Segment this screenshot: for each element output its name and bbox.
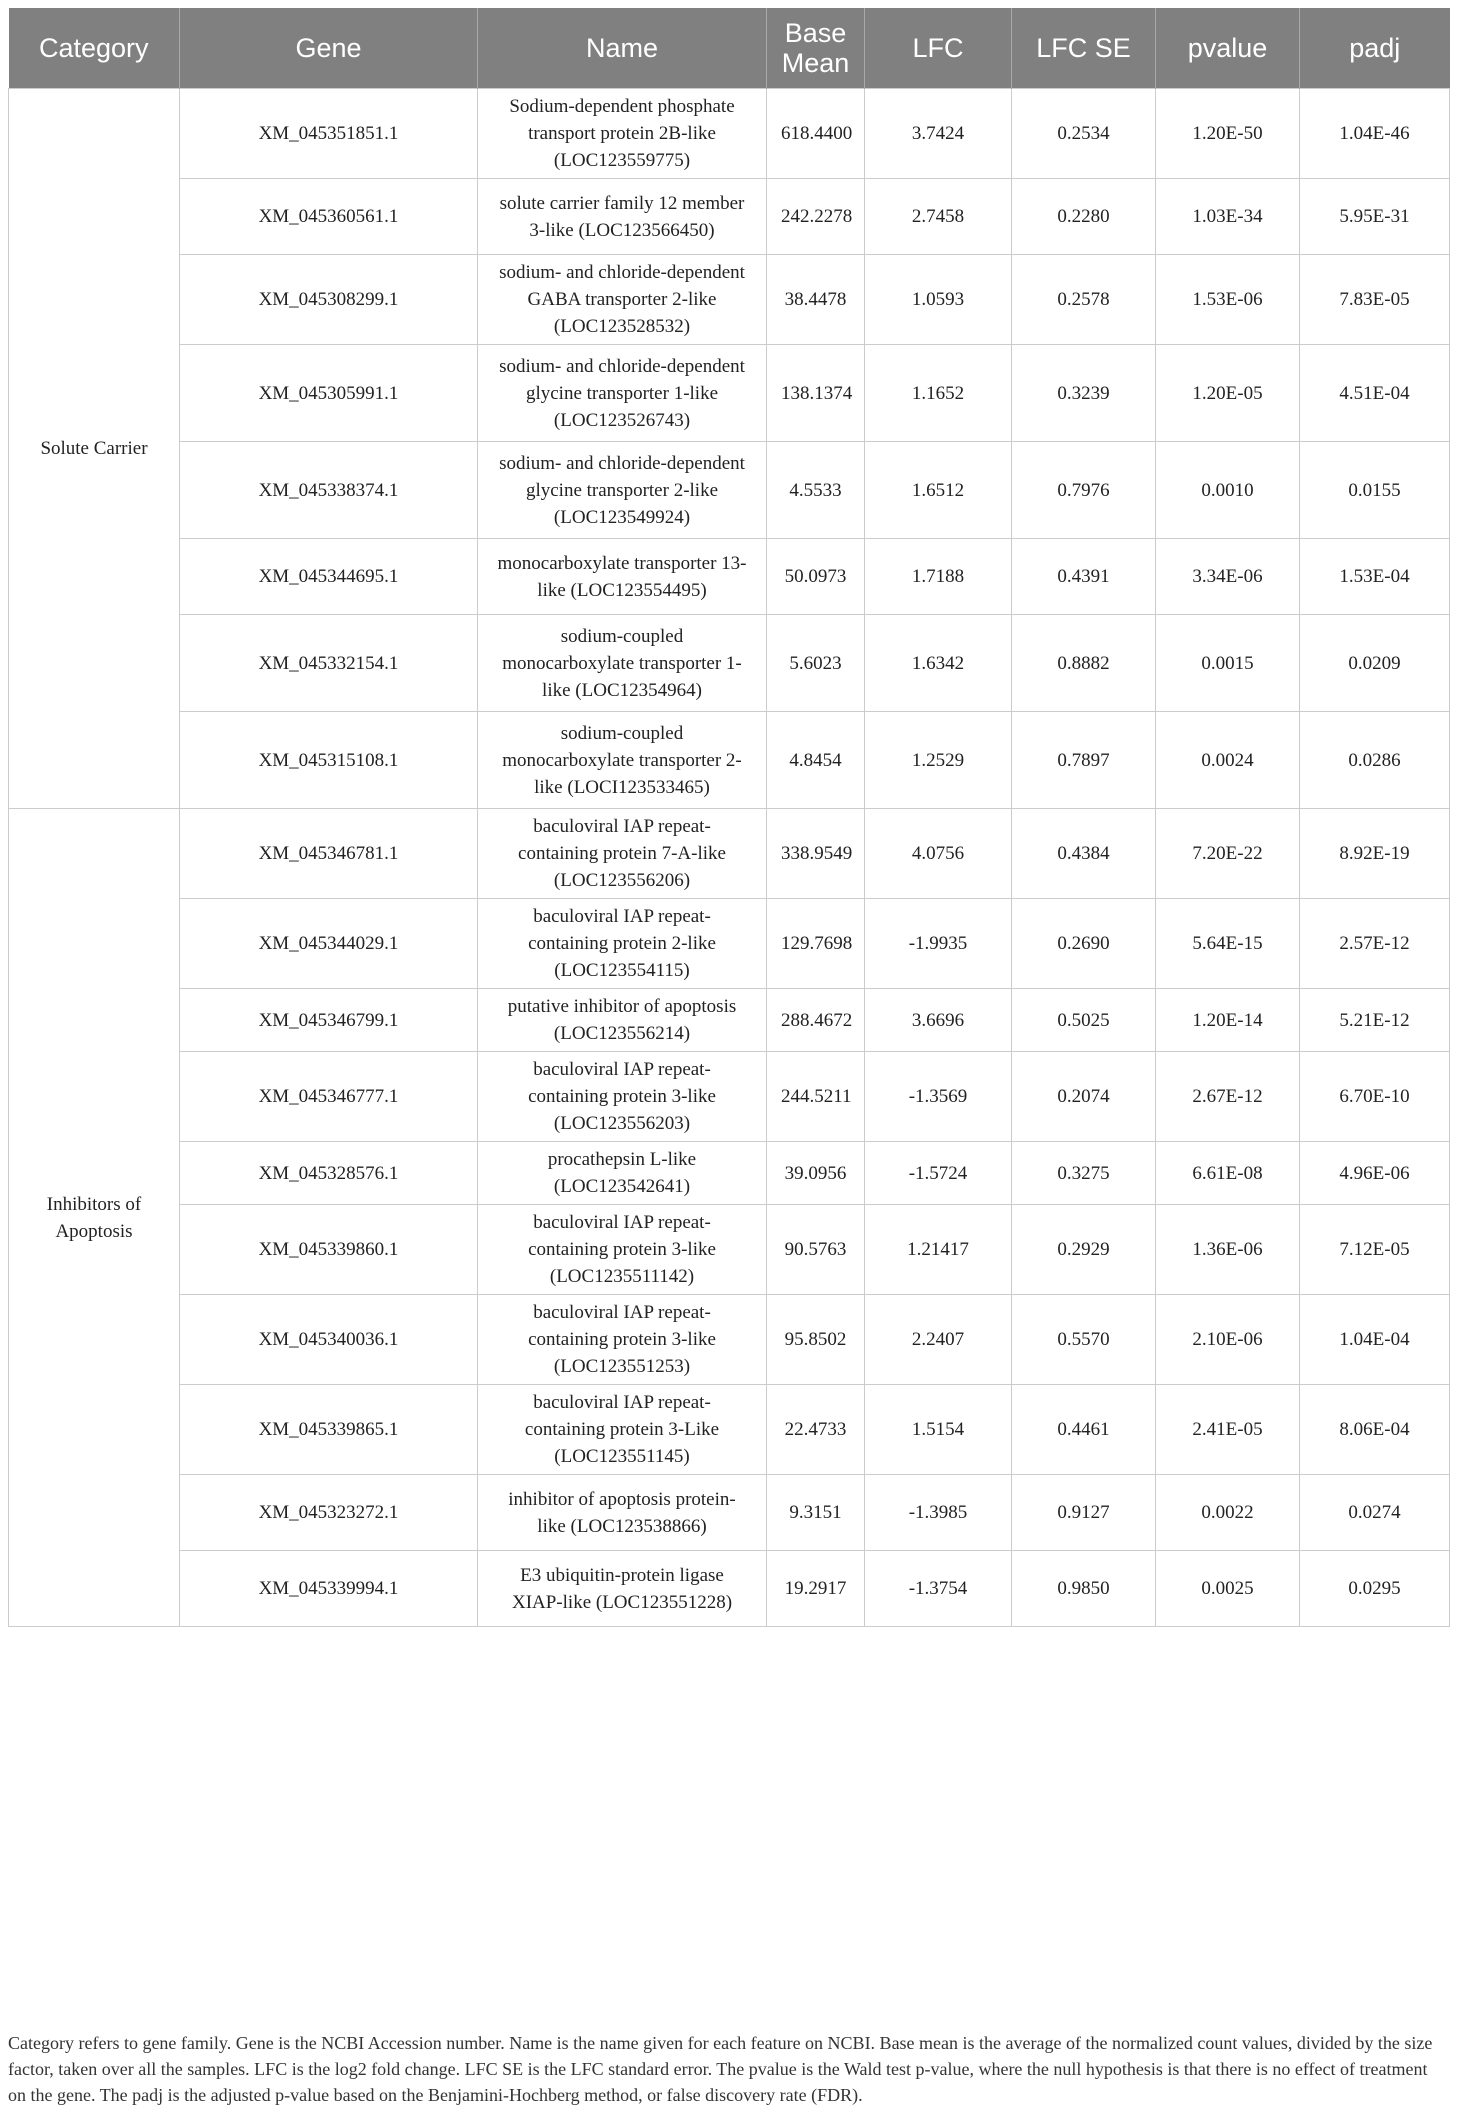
table-row <box>9 1142 1450 1205</box>
lfc-se-cell: 0.4384 <box>1012 809 1156 899</box>
pvalue-cell: 6.61E-08 <box>1156 1142 1300 1205</box>
padj-cell: 6.70E-10 <box>1300 1052 1450 1142</box>
pvalue-cell: 0.0022 <box>1156 1475 1300 1551</box>
padj-cell: 5.21E-12 <box>1300 989 1450 1052</box>
base-mean-cell: 244.5211 <box>767 1052 865 1142</box>
lfc-cell: 2.2407 <box>865 1295 1012 1385</box>
header-pvalue: pvalue <box>1156 8 1300 89</box>
lfc-se-cell: 0.3275 <box>1012 1142 1156 1205</box>
gene-cell: XM_045339865.1 <box>180 1385 478 1475</box>
gene-cell: XM_045339994.1 <box>180 1551 478 1627</box>
differential-expression-table <box>8 8 1450 1627</box>
name-cell: sodium- and chloride-dependent glycine transporter 1-like (LOC123526743) <box>478 345 767 442</box>
base-mean-cell: 129.7698 <box>767 899 865 989</box>
name-cell: baculoviral IAP repeat-containing protein 3-like (LOC123551253) <box>478 1295 767 1385</box>
table-row <box>9 1385 1450 1475</box>
table-row <box>9 1551 1450 1627</box>
name-cell: putative inhibitor of apoptosis (LOC123556214) <box>478 989 767 1052</box>
padj-cell: 0.0274 <box>1300 1475 1450 1551</box>
padj-cell: 2.57E-12 <box>1300 899 1450 989</box>
table-row <box>9 1052 1450 1142</box>
lfc-se-cell: 0.3239 <box>1012 345 1156 442</box>
padj-cell: 4.51E-04 <box>1300 345 1450 442</box>
category-cell: Inhibitors of Apoptosis <box>9 809 180 1627</box>
lfc-se-cell: 0.2929 <box>1012 1205 1156 1295</box>
name-cell: E3 ubiquitin-protein ligase XIAP-like (LOC123551228) <box>478 1551 767 1627</box>
base-mean-cell: 288.4672 <box>767 989 865 1052</box>
padj-cell: 0.0295 <box>1300 1551 1450 1627</box>
header-row <box>9 8 1450 89</box>
lfc-se-cell: 0.5025 <box>1012 989 1156 1052</box>
lfc-cell: 1.5154 <box>865 1385 1012 1475</box>
pvalue-cell: 1.20E-14 <box>1156 989 1300 1052</box>
padj-cell: 1.04E-46 <box>1300 89 1450 179</box>
lfc-cell: 1.6512 <box>865 442 1012 539</box>
lfc-cell: 3.7424 <box>865 89 1012 179</box>
lfc-se-cell: 0.4391 <box>1012 539 1156 615</box>
table-row <box>9 539 1450 615</box>
gene-cell: XM_045332154.1 <box>180 615 478 712</box>
base-mean-cell: 50.0973 <box>767 539 865 615</box>
pvalue-cell: 1.53E-06 <box>1156 255 1300 345</box>
lfc-se-cell: 0.7897 <box>1012 712 1156 809</box>
base-mean-cell: 22.4733 <box>767 1385 865 1475</box>
pvalue-cell: 7.20E-22 <box>1156 809 1300 899</box>
padj-cell: 0.0209 <box>1300 615 1450 712</box>
lfc-cell: 1.1652 <box>865 345 1012 442</box>
table-row <box>9 442 1450 539</box>
pvalue-cell: 0.0015 <box>1156 615 1300 712</box>
padj-cell: 0.0155 <box>1300 442 1450 539</box>
base-mean-cell: 338.9549 <box>767 809 865 899</box>
name-cell: baculoviral IAP repeat-containing protein 3-Like (LOC123551145) <box>478 1385 767 1475</box>
lfc-cell: -1.3569 <box>865 1052 1012 1142</box>
header-padj: padj <box>1300 8 1450 89</box>
lfc-se-cell: 0.2074 <box>1012 1052 1156 1142</box>
gene-cell: XM_045360561.1 <box>180 179 478 255</box>
lfc-se-cell: 0.2280 <box>1012 179 1156 255</box>
name-cell: baculoviral IAP repeat-containing protein 3-like (LOC123556203) <box>478 1052 767 1142</box>
gene-cell: XM_045346799.1 <box>180 989 478 1052</box>
pvalue-cell: 1.03E-34 <box>1156 179 1300 255</box>
table-row <box>9 89 1450 179</box>
lfc-cell: 1.7188 <box>865 539 1012 615</box>
gene-cell: XM_045344029.1 <box>180 899 478 989</box>
gene-cell: XM_045338374.1 <box>180 442 478 539</box>
lfc-cell: 1.6342 <box>865 615 1012 712</box>
lfc-se-cell: 0.9850 <box>1012 1551 1156 1627</box>
base-mean-cell: 95.8502 <box>767 1295 865 1385</box>
table-row <box>9 1295 1450 1385</box>
name-cell: monocarboxylate transporter 13-like (LOC123554495) <box>478 539 767 615</box>
base-mean-cell: 90.5763 <box>767 1205 865 1295</box>
name-cell: Sodium-dependent phosphate transport protein 2B-like (LOC123559775) <box>478 89 767 179</box>
base-mean-cell: 4.5533 <box>767 442 865 539</box>
gene-cell: XM_045339860.1 <box>180 1205 478 1295</box>
padj-cell: 1.53E-04 <box>1300 539 1450 615</box>
lfc-se-cell: 0.2690 <box>1012 899 1156 989</box>
header-category: Category <box>9 8 180 89</box>
header-base-mean: Base Mean <box>767 8 865 89</box>
table-row <box>9 989 1450 1052</box>
base-mean-cell: 618.4400 <box>767 89 865 179</box>
base-mean-cell: 5.6023 <box>767 615 865 712</box>
lfc-se-cell: 0.5570 <box>1012 1295 1156 1385</box>
gene-cell: XM_045305991.1 <box>180 345 478 442</box>
gene-cell: XM_045351851.1 <box>180 89 478 179</box>
header-name: Name <box>478 8 767 89</box>
table-footnote: Category refers to gene family. Gene is the NCBI Accession number. Name is the name given for each feature on NCBI. Base mean is the average of the normalized count values, divided by the size factor, taken over all the samples. LFC is the log2 fold change. LFC SE is the LFC standard error. The pvalue is the Wald test p-value, where the null hypothesis is that there is no effect of treatment on the gene. The padj is the adjusted p-value based on the Benjamini-Hochberg method, or false discovery rate (FDR). <box>8 2033 1433 2105</box>
base-mean-cell: 4.8454 <box>767 712 865 809</box>
padj-cell: 5.95E-31 <box>1300 179 1450 255</box>
padj-cell: 4.96E-06 <box>1300 1142 1450 1205</box>
table-body <box>9 89 1450 1627</box>
padj-cell: 0.0286 <box>1300 712 1450 809</box>
name-cell: sodium- and chloride-dependent GABA transporter 2-like (LOC123528532) <box>478 255 767 345</box>
table-row <box>9 1205 1450 1295</box>
pvalue-cell: 0.0024 <box>1156 712 1300 809</box>
gene-cell: XM_045340036.1 <box>180 1295 478 1385</box>
padj-cell: 8.06E-04 <box>1300 1385 1450 1475</box>
gene-cell: XM_045308299.1 <box>180 255 478 345</box>
padj-cell: 7.83E-05 <box>1300 255 1450 345</box>
header-gene: Gene <box>180 8 478 89</box>
lfc-se-cell: 0.4461 <box>1012 1385 1156 1475</box>
padj-cell: 7.12E-05 <box>1300 1205 1450 1295</box>
lfc-cell: 3.6696 <box>865 989 1012 1052</box>
pvalue-cell: 2.67E-12 <box>1156 1052 1300 1142</box>
pvalue-cell: 0.0025 <box>1156 1551 1300 1627</box>
table-row <box>9 345 1450 442</box>
name-cell: sodium-coupled monocarboxylate transporter 1-like (LOC12354964) <box>478 615 767 712</box>
name-cell: sodium- and chloride-dependent glycine transporter 2-like (LOC123549924) <box>478 442 767 539</box>
lfc-cell: -1.9935 <box>865 899 1012 989</box>
pvalue-cell: 2.10E-06 <box>1156 1295 1300 1385</box>
pvalue-cell: 0.0010 <box>1156 442 1300 539</box>
lfc-se-cell: 0.8882 <box>1012 615 1156 712</box>
table-row <box>9 712 1450 809</box>
header-lfc: LFC <box>865 8 1012 89</box>
name-cell: sodium-coupled monocarboxylate transporter 2-like (LOCI123533465) <box>478 712 767 809</box>
name-cell: baculoviral IAP repeat-containing protein 2-like (LOC123554115) <box>478 899 767 989</box>
base-mean-cell: 19.2917 <box>767 1551 865 1627</box>
lfc-se-cell: 0.2578 <box>1012 255 1156 345</box>
gene-cell: XM_045328576.1 <box>180 1142 478 1205</box>
name-cell: procathepsin L-like (LOC123542641) <box>478 1142 767 1205</box>
pvalue-cell: 1.20E-50 <box>1156 89 1300 179</box>
gene-cell: XM_045346777.1 <box>180 1052 478 1142</box>
lfc-cell: 1.2529 <box>865 712 1012 809</box>
name-cell: baculoviral IAP repeat-containing protein 3-like (LOC1235511142) <box>478 1205 767 1295</box>
name-cell: baculoviral IAP repeat-containing protein 7-A-like (LOC123556206) <box>478 809 767 899</box>
header-lfc-se: LFC SE <box>1012 8 1156 89</box>
lfc-cell: 1.0593 <box>865 255 1012 345</box>
lfc-cell: 4.0756 <box>865 809 1012 899</box>
lfc-se-cell: 0.9127 <box>1012 1475 1156 1551</box>
base-mean-cell: 138.1374 <box>767 345 865 442</box>
base-mean-cell: 242.2278 <box>767 179 865 255</box>
gene-cell: XM_045315108.1 <box>180 712 478 809</box>
table-row <box>9 179 1450 255</box>
table-row <box>9 899 1450 989</box>
lfc-se-cell: 0.7976 <box>1012 442 1156 539</box>
base-mean-cell: 9.3151 <box>767 1475 865 1551</box>
padj-cell: 1.04E-04 <box>1300 1295 1450 1385</box>
lfc-cell: -1.3754 <box>865 1551 1012 1627</box>
name-cell: solute carrier family 12 member 3-like (LOC123566450) <box>478 179 767 255</box>
gene-cell: XM_045323272.1 <box>180 1475 478 1551</box>
results-table-container <box>8 8 1449 1627</box>
lfc-cell: 2.7458 <box>865 179 1012 255</box>
gene-cell: XM_045344695.1 <box>180 539 478 615</box>
pvalue-cell: 5.64E-15 <box>1156 899 1300 989</box>
name-cell: inhibitor of apoptosis protein-like (LOC123538866) <box>478 1475 767 1551</box>
lfc-cell: -1.3985 <box>865 1475 1012 1551</box>
table-row <box>9 615 1450 712</box>
table-row <box>9 255 1450 345</box>
table-row <box>9 809 1450 899</box>
lfc-se-cell: 0.2534 <box>1012 89 1156 179</box>
pvalue-cell: 2.41E-05 <box>1156 1385 1300 1475</box>
table-row <box>9 1475 1450 1551</box>
pvalue-cell: 1.36E-06 <box>1156 1205 1300 1295</box>
padj-cell: 8.92E-19 <box>1300 809 1450 899</box>
pvalue-cell: 3.34E-06 <box>1156 539 1300 615</box>
gene-cell: XM_045346781.1 <box>180 809 478 899</box>
category-cell: Solute Carrier <box>9 89 180 809</box>
base-mean-cell: 39.0956 <box>767 1142 865 1205</box>
base-mean-cell: 38.4478 <box>767 255 865 345</box>
lfc-cell: 1.21417 <box>865 1205 1012 1295</box>
lfc-cell: -1.5724 <box>865 1142 1012 1205</box>
pvalue-cell: 1.20E-05 <box>1156 345 1300 442</box>
